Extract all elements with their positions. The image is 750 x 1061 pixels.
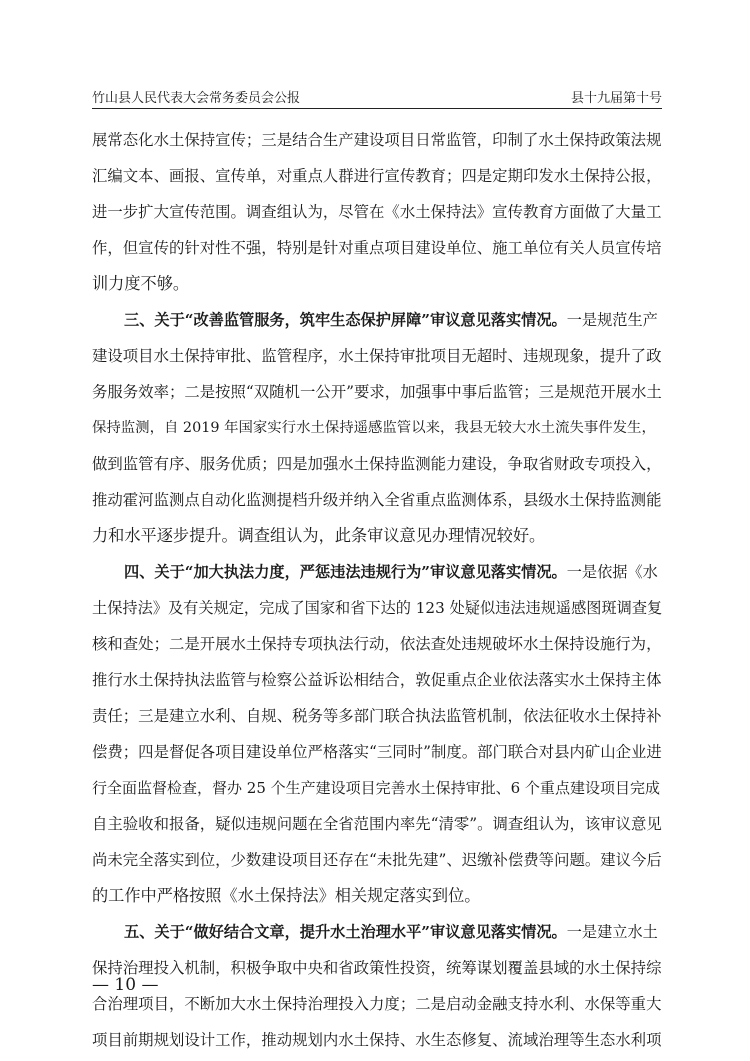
text-line: 责任；三是建立水利、自规、税务等多部门联合执法监管机制，依法征收水土保持补: [92, 707, 662, 725]
text-line: 保持监测，自 2019 年国家实行水土保持遥感监管以来，我县无较大水土流失事件发生，: [92, 420, 656, 436]
paragraph-first-line: [92, 302, 662, 338]
document-body: [92, 122, 662, 1058]
paragraph-first-line: [92, 554, 662, 590]
text-line: 项目前期规划设计工作，推动规划内水土保持、水生态修复、流域治理等生态水利项: [92, 1031, 662, 1049]
text-line: 展常态化水土保持宣传；三是结合生产建设项目日常监管，印制了水土保持政策法规: [92, 131, 662, 149]
text-line: 合治理项目，不断加大水土保持治理投入力度；二是启动金融支持水利、水保等重大: [92, 995, 662, 1013]
text-line: 训力度不够。: [92, 274, 190, 293]
text-line: 务服务效率；二是按照“双随机一公开”要求，加强事中事后监管；三是规范开展水土: [92, 383, 662, 401]
paragraph-first-line: [92, 914, 662, 950]
paragraph-text: 一是建立水土: [566, 923, 658, 941]
text-line: 行全面监督检查，督办 25 个生产建设项目完善水土保持审批、6 个重点建设项目完成: [92, 779, 660, 797]
header-issue-number: 县十九届第十号: [570, 91, 662, 106]
section-heading: 四、关于“加大执法力度，严惩违法违规行为”审议意见落实情况。: [124, 563, 567, 581]
text-line: 力和水平逐步提升。调查组认为，此条审议意见办理情况较好。: [92, 526, 546, 545]
text-line: 土保持法》及有关规定，完成了国家和省下达的 123 处疑似违法违规遥感图斑调查复: [92, 599, 662, 617]
paragraph-text: 一是规范生产: [566, 311, 658, 329]
text-line: 的工作中严格按照《水土保持法》相关规定落实到位。: [92, 886, 481, 905]
text-line: 核和查处；二是开展水土保持专项执法行动，依法查处违规破坏水土保持设施行为，: [92, 635, 662, 653]
text-line: 做到监管有序、服务优质；四是加强水土保持监测能力建设，争取省财政专项投入，: [92, 455, 662, 473]
section-heading: 三、关于“改善监管服务，筑牢生态保护屏障”审议意见落实情况。: [124, 311, 567, 329]
text-line: 自主验收和报备，疑似违规问题在全省范围内率先“清零”。调查组认为，该审议意见: [92, 815, 662, 833]
text-line: 保持治理投入机制，积极争取中央和省政策性投资，统筹谋划覆盖县域的水土保持综: [92, 959, 662, 977]
text-line: 汇编文本、画报、宣传单，对重点人群进行宣传教育；四是定期印发水土保持公报，: [92, 167, 662, 185]
header-publication-title: 竹山县人民代表大会常务委员会公报: [92, 91, 301, 106]
paragraph: [92, 302, 662, 554]
paragraph: [92, 122, 662, 302]
text-line: 建设项目水土保持审批、监管程序，水土保持审批项目无超时、违规现象，提升了政: [92, 347, 662, 365]
page-number: — 10 —: [92, 975, 159, 995]
paragraph-text: 一是依据《水: [566, 563, 658, 581]
paragraph: [92, 554, 662, 914]
header-divider: [92, 108, 662, 109]
paragraph: [92, 914, 662, 1058]
text-line: 尚未完全落实到位，少数建设项目还存在“未批先建”、迟缴补偿费等问题。建议今后: [92, 851, 662, 869]
text-line: 偿费；四是督促各项目建设单位严格落实“三同时”制度。部门联合对县内矿山企业进: [92, 743, 662, 761]
text-line: 进一步扩大宣传范围。调查组认为，尽管在《水土保持法》宣传教育方面做了大量工: [92, 203, 662, 221]
text-line: 推动霍河监测点自动化监测提档升级并纳入全省重点监测体系，县级水土保持监测能: [92, 491, 662, 509]
section-heading: 五、关于“做好结合文章，提升水土治理水平”审议意见落实情况。: [124, 923, 567, 941]
text-line: 作，但宣传的针对性不强，特别是针对重点项目建设单位、施工单位有关人员宣传培: [92, 239, 662, 257]
text-line: 推行水土保持执法监管与检察公益诉讼相结合，敦促重点企业依法落实水土保持主体: [92, 671, 662, 689]
page-header: [92, 84, 662, 106]
